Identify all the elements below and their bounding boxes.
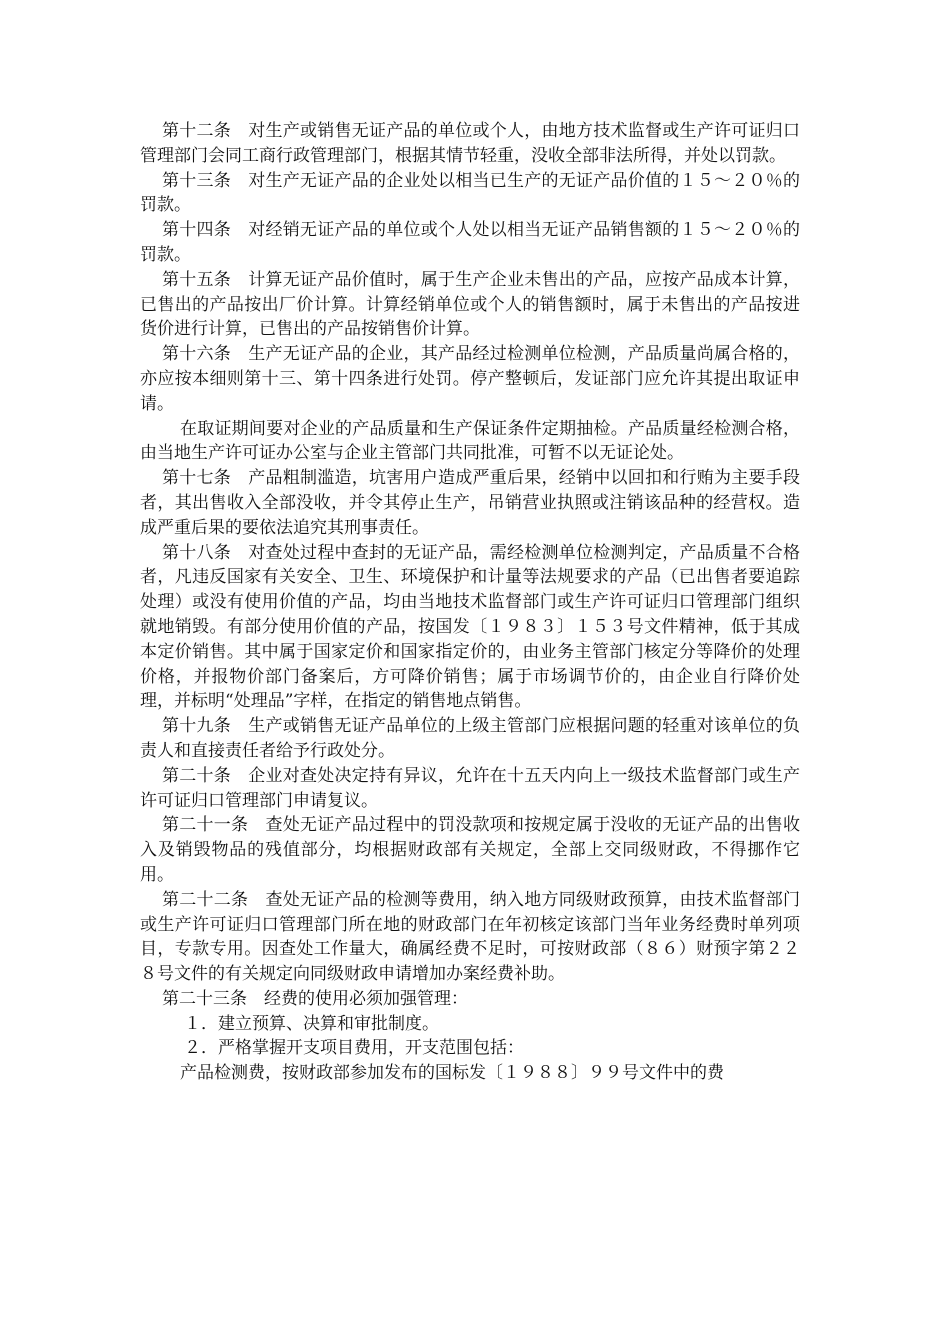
article-16-continuation: 在取证期间要对企业的产品质量和生产保证条件定期抽检。产品质量经检测合格，由当地生产许可证办公室与企业主管部门共同批准，可暂不以无证论处。 [140,418,800,464]
article-18: 第十八条 对查处过程中查封的无证产品，需经检测单位检测判定，产品质量不合格者，凡违反国家有关安全、卫生、环境保护和计量等法规要求的产品（已出售者要追踪处理）或没有使用价值的产品，均由当地技术监督部门或生产许可证归口管理部门组织就地销毁。有部分使用价值的产品，按国发〔１９８３〕１５３号文件精神，低于其成本定价销售。其中属于国家定价和国家指定价的，由业务主管部门核定分等降价的处理价格，并报物价部门备案后，方可降价销售；属于市场调节价的，由企业自行降价处理，并标明“处理品”字样，在指定的销售地点销售。 [140,542,800,712]
article-20: 第二十条 企业对查处决定持有异议，允许在十五天内向上一级技术监督部门或生产许可证归口管理部门申请复议。 [140,765,800,811]
article-15: 第十五条 计算无证产品价值时，属于生产企业未售出的产品，应按产品成本计算，已售出的产品按出厂价计算。计算经销单位或个人的销售额时，属于未售出的产品按进货价进行计算，已售出的产品按销售价计算。 [140,269,800,340]
article-23-item-2-detail: 产品检测费，按财政部参加发布的国标发〔１９８８〕９９号文件中的费 [180,1063,724,1084]
article-14: 第十四条 对经销无证产品的单位或个人处以相当无证产品销售额的１５～２０％的罚款。 [140,220,800,265]
article-23-item-1: １．建立预算、决算和审批制度。 [184,1013,439,1034]
article-17: 第十七条 产品粗制滥造，坑害用户造成严重后果，经销中以回扣和行贿为主要手段者，其出售收入全部没收，并令其停止生产，吊销营业执照或注销该品种的经营权。造成严重后果的要依法追究其刑事责任。 [140,468,800,538]
article-13: 第十三条 对生产无证产品的企业处以相当已生产的无证产品价值的１５～２０％的罚款。 [140,170,800,216]
article-19: 第十九条 生产或销售无证产品单位的上级主管部门应根据问题的轻重对该单位的负责人和直接责任者给予行政处分。 [140,716,800,761]
article-12: 第十二条 对生产或销售无证产品的单位或个人，由地方技术监督或生产许可证归口管理部门会同工商行政管理部门，根据其情节轻重，没收全部非法所得，并处以罚款。 [140,121,800,166]
article-22: 第二十二条 查处无证产品的检测等费用，纳入地方同级财政预算，由技术监督部门或生产许可证归口管理部门所在地的财政部门在年初核定该部门当年业务经费时单列项目，专款专用。因查处工作量大，确属经费不足时，可按财政部（８６）财预字第２２８号文件的有关规定向同级财政申请增加办案经费补助。 [140,889,800,985]
article-23: 第二十三条 经费的使用必须加强管理： [162,988,468,1009]
article-23-item-2: ２．严格掌握开支项目费用，开支范围包括： [184,1038,524,1059]
article-16: 第十六条 生产无证产品的企业，其产品经过检测单位检测，产品质量尚属合格的，亦应按本细则第十三、第十四条进行处罚。停产整顿后，发证部门应允许其提出取证申请。 [140,344,800,414]
article-21: 第二十一条 查处无证产品过程中的罚没款项和按规定属于没收的无证产品的出售收入及销毁物品的残值部分，均根据财政部有关规定，全部上交同级财政，不得挪作它用。 [140,815,800,885]
document-page [140,119,800,1086]
